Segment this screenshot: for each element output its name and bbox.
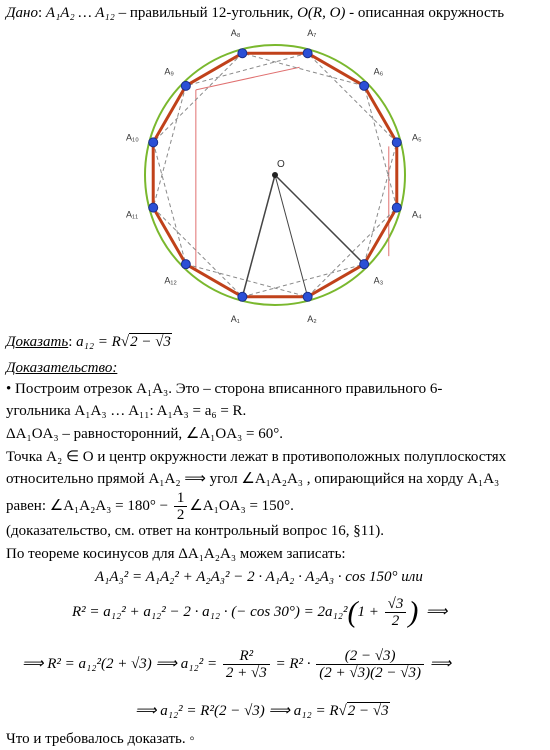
vertex-label: A₁₂ — [164, 275, 177, 286]
hexagon-side — [364, 142, 397, 264]
vertex-label: A₁ — [230, 313, 240, 324]
vertex-label: A₃ — [373, 275, 384, 286]
center-point — [272, 172, 278, 178]
vertex-label: A₇ — [307, 28, 317, 39]
prove-label: Доказать — [6, 334, 69, 350]
equation-4: ⟹ a₁₂² = R²(2 − √3) ⟹ a₁₂ = R√2 − √3 — [135, 703, 389, 719]
conclusion: Что и требовалось доказать. ◦ — [6, 731, 195, 747]
proof-line-7: (доказательство, см. ответ на контрольный вопрос 16, §11). — [6, 523, 384, 539]
vertex-point — [149, 203, 158, 212]
vertex-point — [149, 138, 158, 147]
given-label: Дано — [6, 5, 38, 21]
dodecagon-side — [153, 208, 186, 265]
prove-radicand: 2 − √3 — [130, 334, 171, 350]
vertex-point — [181, 260, 190, 269]
vertex-point — [360, 81, 369, 90]
hexagon-side — [153, 86, 186, 208]
hexagon-side-even — [242, 53, 364, 86]
vertex-label: A₉ — [164, 66, 174, 77]
sqrt-sign: √ — [120, 334, 130, 350]
vertex-label: A₈ — [230, 28, 241, 39]
dodecagon-side — [186, 53, 243, 86]
proof-line-5: относительно прямой A₁A₂ ⟹ угол ∠A₁A₂A₃ , опирающийся на хорду A₁A₃ — [6, 471, 500, 487]
vertex-point — [303, 292, 312, 301]
prove-lhs: a₁₂ = R — [76, 334, 121, 350]
proof-line-4: Точка A₂ ∈ O и центр окружности лежат в противоположных полуплоскостях — [6, 449, 507, 465]
half-fraction: $\frac{1}{2}$ — [174, 490, 188, 523]
hexagon-side-even — [153, 142, 186, 264]
dodecagon-figure — [0, 18, 550, 338]
center-label: O — [277, 159, 285, 170]
hexagon-side-even — [364, 86, 397, 208]
proof-line-1: • Построим отрезок A₁A₃. Это – сторона вписанного правильного 6- — [6, 381, 443, 397]
radius-oa1 — [242, 175, 275, 297]
vertex-label: A₅ — [411, 132, 422, 143]
vertex-point — [238, 292, 247, 301]
proof-label: Доказательство: — [6, 360, 118, 376]
proof-line-6: равен: ∠A₁A₂A₃ = 180° − $\frac{1}{2}$ ∠A₁OA₃ = 150°. — [6, 490, 294, 523]
vertex-point — [392, 138, 401, 147]
hexagon-side — [308, 53, 397, 142]
dodecagon-side — [308, 264, 365, 297]
vertex-point — [303, 49, 312, 58]
vertex-point — [360, 260, 369, 269]
vertex-label: A₁₁ — [126, 209, 139, 220]
dodecagon-side — [364, 86, 397, 143]
vertex-label: A₁₀ — [126, 132, 139, 143]
equation-3: ⟹ R² = a₁₂²(2 + √3) ⟹ a₁₂² = $\frac{\text{R²}}{2 + √3}$ = R² · $\frac{(2 - √3)}{(2 + √3)(2 - √3)}$ ⟹ — [22, 648, 452, 681]
given-line: Дано: A₁A₂ … A₁₂ – правильный 12-угольник, O(R, O) - описанная окружность — [6, 5, 505, 21]
vertex-label: A₄ — [411, 209, 422, 220]
vertex-point — [181, 81, 190, 90]
vertex-point — [392, 203, 401, 212]
proof-line-2: угольника A₁A₃ … A₁₁: A₁A₃ = a₆ = R. — [6, 403, 247, 419]
equation-2: R² = a₁₂² + a₁₂² − 2 · a₁₂ · (− cos 30°) = 2a₁₂²(1 + $\frac{√3}{2}$ ) ⟹ — [72, 595, 448, 629]
vertex-point — [238, 49, 247, 58]
proof-line-3: ΔA₁OA₃ – равносторонний, ∠A₁OA₃ = 60°. — [6, 426, 283, 442]
radius-oa3 — [275, 175, 364, 264]
vertex-label: A₆ — [373, 66, 384, 77]
prove-line: Доказать: a₁₂ = R√2 − √3 — [6, 334, 171, 350]
proof-line-8: По теореме косинусов для ΔA₁A₂A₃ можем записать: — [6, 546, 346, 562]
vertex-label: A₂ — [307, 313, 317, 324]
polygon-name: A₁A₂ … A₁₂ — [45, 5, 115, 21]
circle-name: O(R, O) — [297, 5, 346, 21]
equation-1: A₁A₃² = A₁A₂² + A₂A₃² − 2 · A₁A₂ · A₂A₃ · cos 150° или — [95, 569, 423, 585]
radius-oa2 — [275, 175, 308, 297]
